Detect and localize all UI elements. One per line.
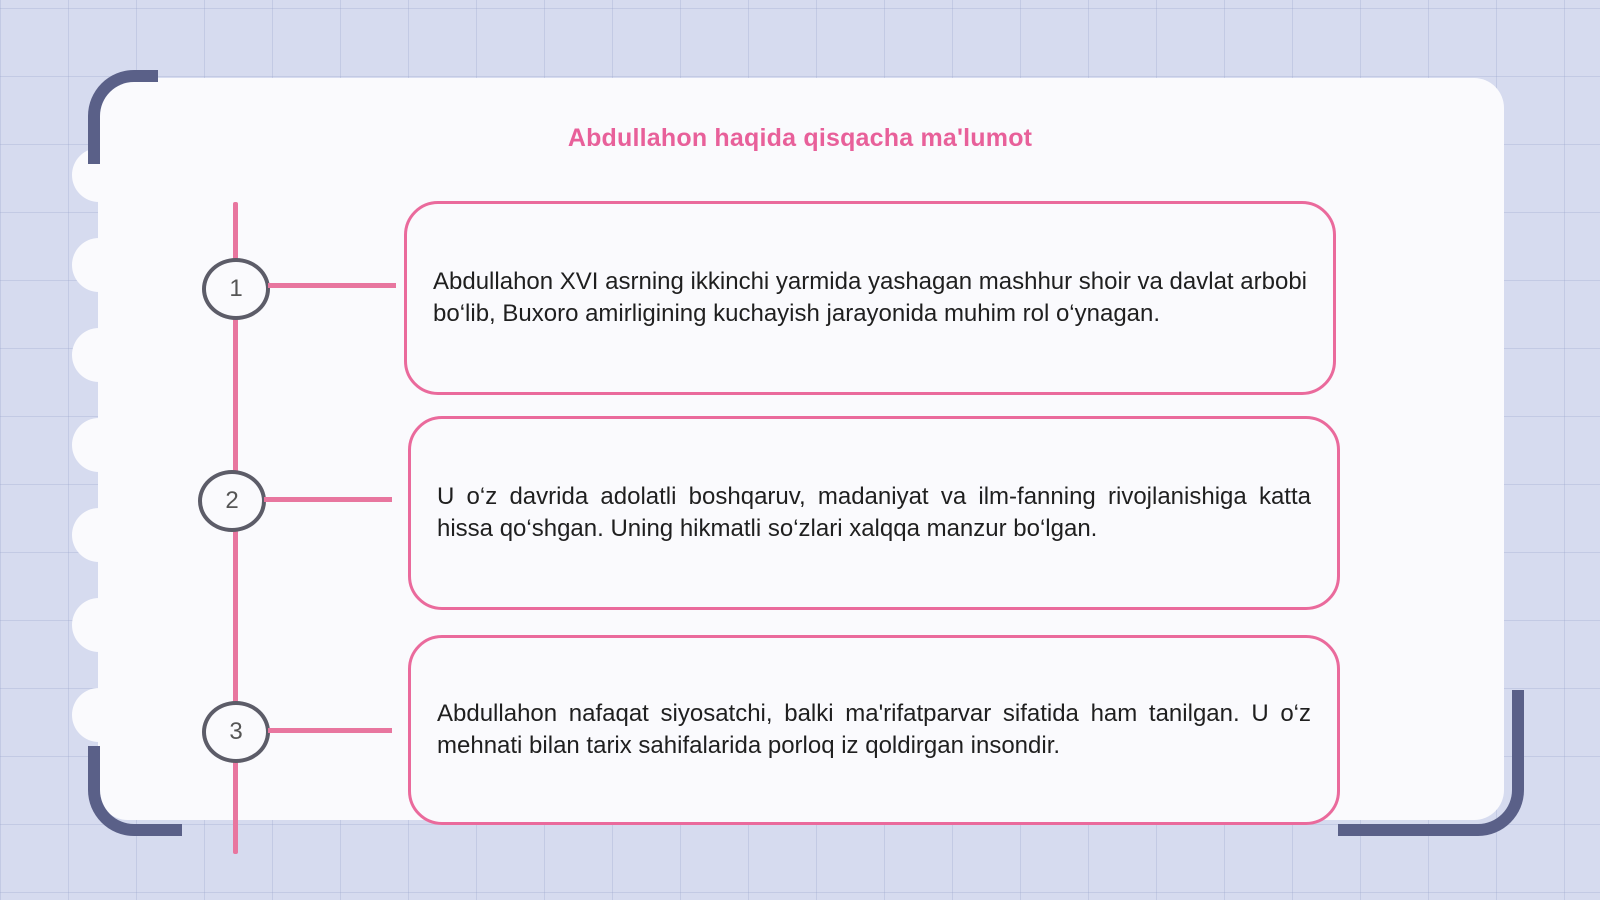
timeline-card-1 bbox=[404, 201, 1336, 395]
frame-corner-bottom-left bbox=[88, 746, 182, 836]
marker-number: 3 bbox=[229, 718, 243, 745]
card-text: U o‘z davrida adolatli boshqaruv, madaniyat va ilm-fanning rivojlanishiga katta hissa qo‘shgan. Uning hikmatli so‘zlari xalqqa manzur bo‘lgan. bbox=[437, 483, 1311, 542]
timeline-connector-3 bbox=[268, 728, 392, 733]
marker-number: 1 bbox=[229, 275, 243, 302]
timeline-connector-2 bbox=[264, 497, 392, 502]
paper-scallop bbox=[72, 238, 126, 292]
timeline-marker-1 bbox=[202, 258, 270, 320]
paper-scallop bbox=[72, 328, 126, 382]
card-text: Abdullahon XVI asrning ikkinchi yarmida yashagan mashhur shoir va davlat arbobi bo‘lib, Buxoro amirligining kuchayish jarayonida muhim rol o‘ynagan. bbox=[433, 268, 1307, 327]
paper-scallop bbox=[72, 418, 126, 472]
timeline-connector-1 bbox=[268, 283, 396, 288]
paper-scallop bbox=[72, 508, 126, 562]
paper-scallop bbox=[72, 688, 126, 742]
card-text: Abdullahon nafaqat siyosatchi, balki ma'rifatparvar sifatida ham tanilgan. U o‘z mehnati bilan tarix sahifalarida porloq iz qoldirgan insondir. bbox=[437, 700, 1311, 759]
frame-corner-bottom-right bbox=[1338, 690, 1524, 836]
timeline-marker-3 bbox=[202, 701, 270, 763]
timeline-card-2 bbox=[408, 416, 1340, 610]
slide-title: Abdullahon haqida qisqacha ma'lumot bbox=[567, 124, 1033, 152]
timeline-card-3 bbox=[408, 635, 1340, 825]
marker-number: 2 bbox=[225, 487, 239, 514]
paper-scallop bbox=[72, 598, 126, 652]
timeline-marker-2 bbox=[198, 470, 266, 532]
